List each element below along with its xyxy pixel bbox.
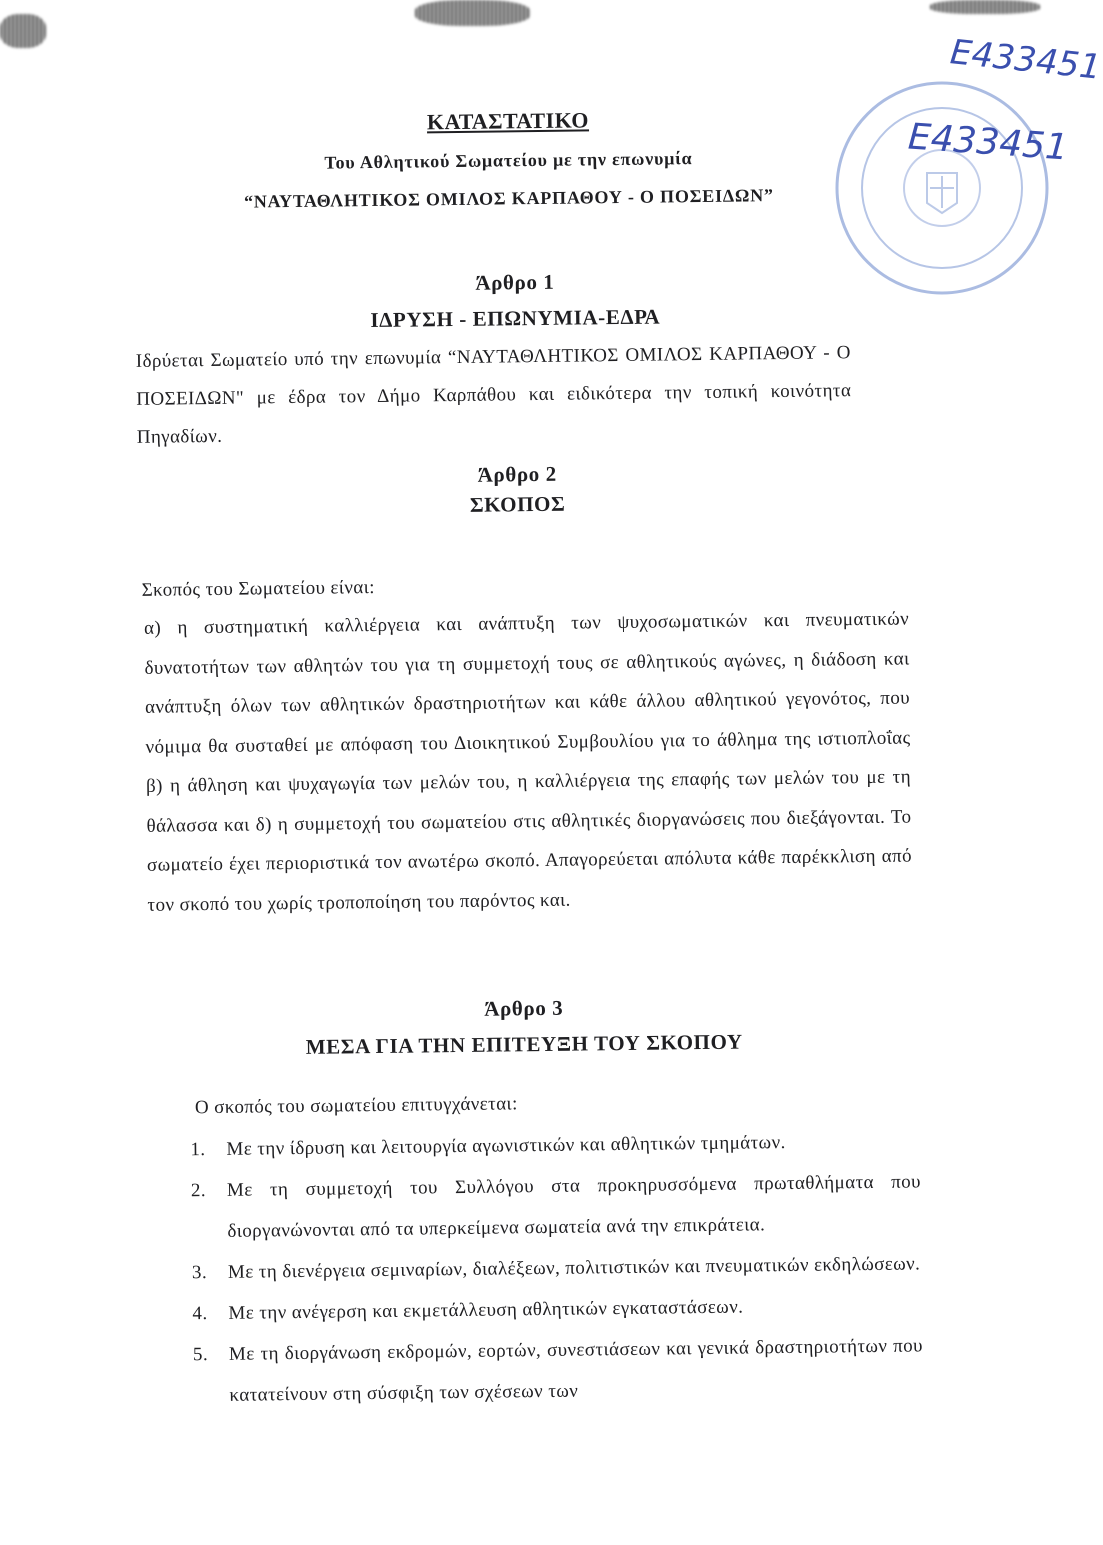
list-item-text: Με τη διενέργεια σεμιναρίων, διαλέξεων, πολιτιστικών και πνευματικών εκδηλώσεων. bbox=[227, 1253, 921, 1283]
list-item-number: 1. bbox=[190, 1139, 206, 1161]
article-2-intro: Σκοπός του Σωματείου είναι: bbox=[141, 577, 376, 601]
article-1-text: Ιδρύεται Σωματείο υπό την επωνυμία “ΝΑΥΤΑΘΛΗΤΙΚΟΣ ΟΜΙΛΟΣ ΚΑΡΠΑΘΟΥ - Ο ΠΟΣΕΙΔΩΝ" με έδρα τον Δήμο Καρπάθου και ειδικότερα την τοπική κοινότητα Πηγαδίων. bbox=[135, 342, 852, 448]
document-title bbox=[0, 102, 1023, 141]
document-subtitle-1: Του Αθλητικού Σωματείου με την επωνυμία bbox=[324, 148, 693, 173]
list-item-number: 3. bbox=[191, 1262, 208, 1284]
article-2-label: Άρθρο 2 bbox=[477, 461, 557, 487]
title-text: ΚΑΤΑΣΤΑΤΙΚΟ bbox=[426, 107, 590, 135]
list-item-text: Με τη διοργάνωση εκδρομών, εορτών, συνεστιάσεων και γενικά δραστηριοτήτων που κατατείνουν στη σύσφιξη των σχέσεων των bbox=[228, 1335, 924, 1406]
article-2-text: α) η συστηματική καλλιέργεια και ανάπτυξη των ψυχοσωματικών και πνευματικών δυνατοτήτων των αθλητών του για τη συμμετοχή τους σε αθλητικούς αγώνες, η διάδοση και ανάπτυξη όλων των αθλητικών δραστηριοτήτων και κάθε άλλου αθλητικού γεγονότος, που νόμιμα θα συσταθεί με απόφαση του Διοικητικού Συμβουλίου για το άθλημα της ιστιοπλοΐας β) η άθληση και ψυχαγωγία των μελών του, η καλλιέργεια της επαφής των μελών του με τη θάλασσα και δ) η συμμετοχή του σωματείου στις αθλητικές διοργανώσεις που διεξάγονται. Το σωματείο έχει περιοριστικά τον ανωτέρω σκοπό. Απαγορεύεται απόλυτα κάθε παρέκκλιση από τον σκοπό του χωρίς τροποποίηση του παρόντος και. bbox=[143, 608, 913, 916]
article-3-heading: ΜΕΣΑ ΓΙΑ ΤΗΝ ΕΠΙΤΕΥΞΗ ΤΟΥ ΣΚΟΠΟΥ bbox=[305, 1029, 743, 1059]
document-subtitle-2: “ΝΑΥΤΑΘΛΗΤΙΚΟΣ ΟΜΙΛΟΣ ΚΑΡΠΑΘΟΥ - Ο ΠΟΣΕΙΔΩΝ” bbox=[243, 185, 774, 212]
means-list bbox=[190, 1120, 923, 1416]
article-2-heading: ΣΚΟΠΟΣ bbox=[469, 491, 566, 517]
list-item bbox=[191, 1161, 922, 1252]
article-3-intro: Ο σκοπός του σωματείου επιτυγχάνεται: bbox=[194, 1093, 518, 1119]
handwritten-code-middle: E433451 bbox=[906, 116, 1070, 169]
article-3-label: Άρθρο 3 bbox=[484, 995, 564, 1021]
article-1-label: Άρθρο 1 bbox=[475, 269, 555, 295]
article-1-heading: ΙΔΡΥΣΗ - ΕΠΩΝΥΜΙΑ-ΕΔΡΑ bbox=[370, 304, 661, 333]
list-item-text: Με τη συμμετοχή του Συλλόγου στα προκηρυσσόμενα πρωταθλήματα που διοργανώνονται από τα υπερκείμενα σωματεία ανά την επικράτεια. bbox=[226, 1171, 922, 1242]
list-item-text: Με την ανέγερση και εκμετάλλευση αθλητικών εγκαταστάσεων. bbox=[228, 1296, 744, 1324]
handwritten-code-top: E433451 bbox=[948, 32, 1103, 88]
list-item bbox=[193, 1325, 924, 1416]
list-item-number: 4. bbox=[192, 1303, 208, 1325]
list-item-number: 5. bbox=[192, 1344, 209, 1366]
list-item-number: 2. bbox=[190, 1180, 207, 1202]
list-item-text: Με την ίδρυση και λειτουργία αγωνιστικών και αθλητικών τμημάτων. bbox=[226, 1132, 786, 1160]
